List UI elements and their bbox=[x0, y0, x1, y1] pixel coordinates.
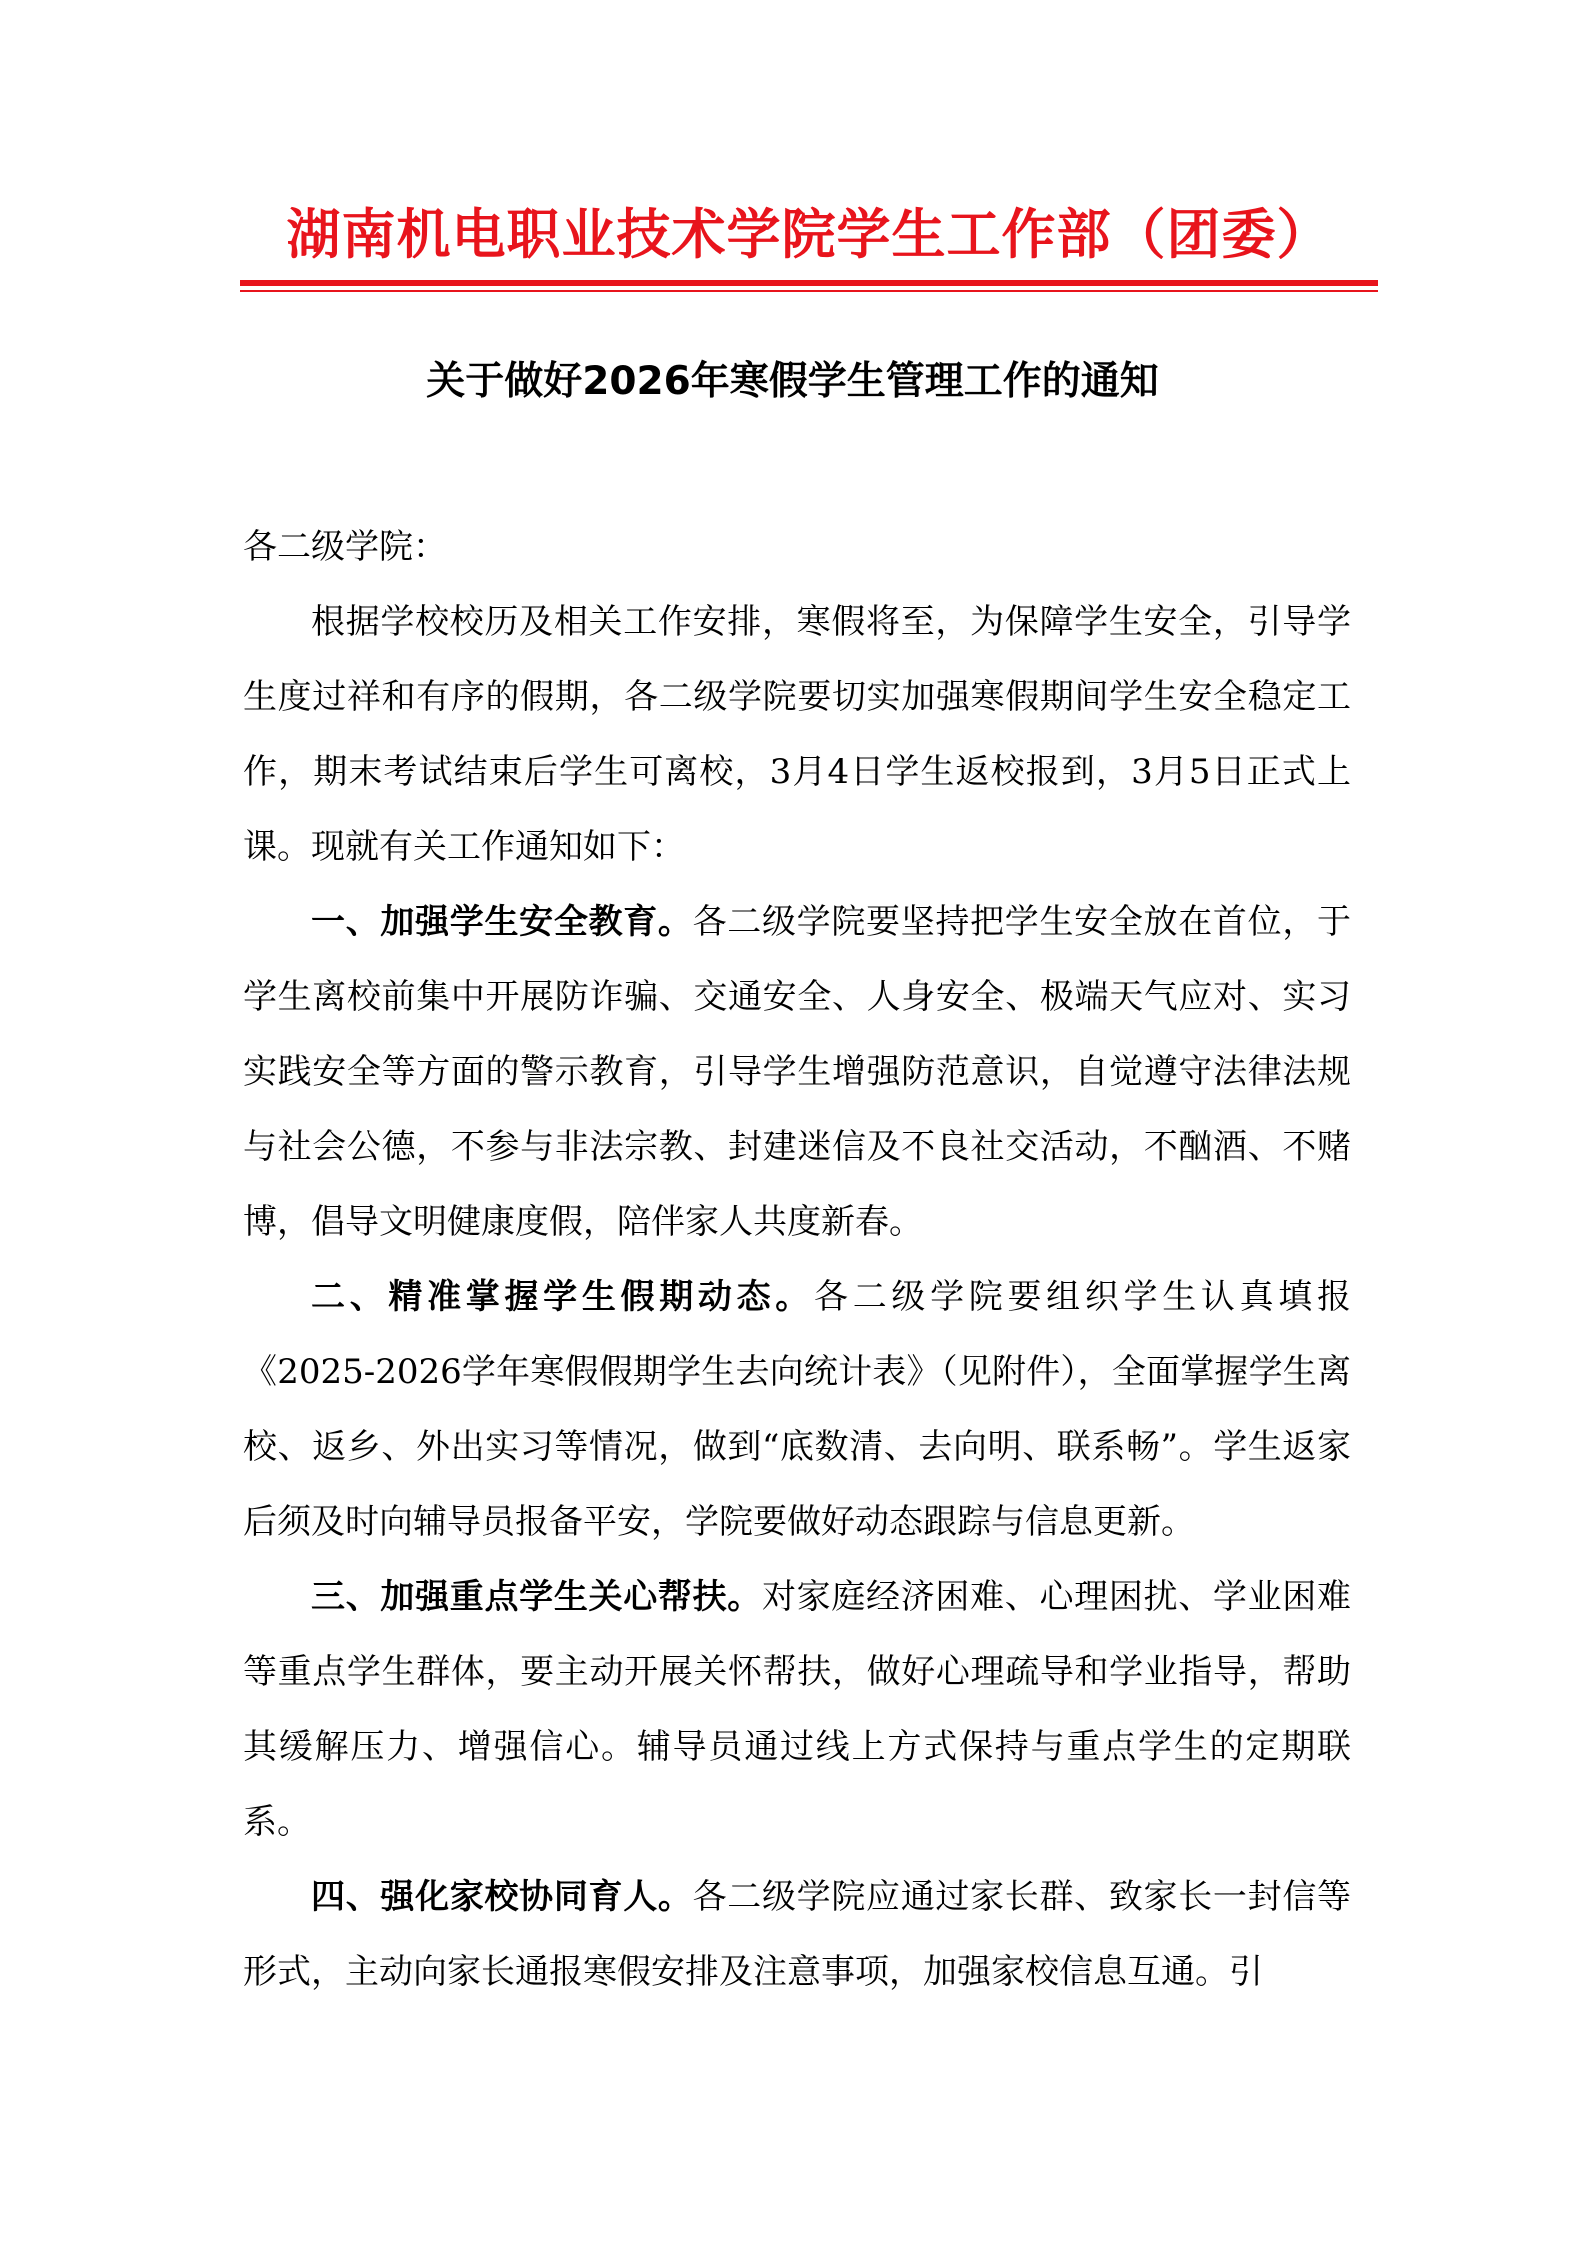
section-heading: 一、加强学生安全教育。 bbox=[311, 902, 693, 942]
section-text: 各二级学院要组织学生认真填报《2025-2026学年寒假假期学生去向统计表》（见附件），全面掌握学生离校、返乡、外出实习等情况，做到“底数清、去向明、联系畅”。学生返家后须及时向辅导员报备平安，学院要做好动态跟踪与信息更新。 bbox=[243, 1277, 1351, 1542]
section-paragraph bbox=[243, 1260, 1351, 1560]
section-paragraph bbox=[243, 1860, 1351, 2010]
header-red-rule-thin bbox=[240, 290, 1378, 292]
section-heading: 二、精准掌握学生假期动态。 bbox=[311, 1277, 814, 1317]
section-heading: 三、加强重点学生关心帮扶。 bbox=[311, 1577, 762, 1617]
notice-title: 关于做好2026年寒假学生管理工作的通知 bbox=[426, 359, 1159, 404]
header-red-rule-thick bbox=[240, 280, 1378, 286]
section-text: 对家庭经济困难、心理困扰、学业困难等重点学生群体，要主动开展关怀帮扶，做好心理疏导和学业指导，帮助其缓解压力、增强信心。辅导员通过线上方式保持与重点学生的定期联系。 bbox=[243, 1577, 1352, 1842]
intro-paragraph: 根据学校校历及相关工作安排，寒假将至，为保障学生安全，引导学生度过祥和有序的假期，各二级学院要切实加强寒假期间学生安全稳定工作，期末考试结束后学生可离校，3月4日学生返校报到，3月5日正式上课。现就有关工作通知如下： bbox=[243, 602, 1351, 867]
org-header-title: 湖南机电职业技术学院学生工作部（团委） bbox=[286, 203, 1332, 266]
section-paragraph bbox=[243, 1560, 1351, 1860]
section-paragraph bbox=[243, 885, 1351, 1260]
section-text: 各二级学院要坚持把学生安全放在首位，于学生离校前集中开展防诈骗、交通安全、人身安全、极端天气应对、实习实践安全等方面的警示教育，引导学生增强防范意识，自觉遵守法律法规与社会公德，不参与非法宗教、封建迷信及不良社交活动，不酗酒、不赌博，倡导文明健康度假，陪伴家人共度新春。 bbox=[243, 902, 1352, 1242]
section-heading: 四、强化家校协同育人。 bbox=[311, 1877, 693, 1917]
salutation: 各二级学院： bbox=[243, 527, 447, 567]
notice-body bbox=[243, 510, 1351, 2010]
section-text: 各二级学院应通过家长群、致家长一封信等形式，主动向家长通报寒假安排及注意事项，加强家校信息互通。引 bbox=[243, 1877, 1352, 1992]
